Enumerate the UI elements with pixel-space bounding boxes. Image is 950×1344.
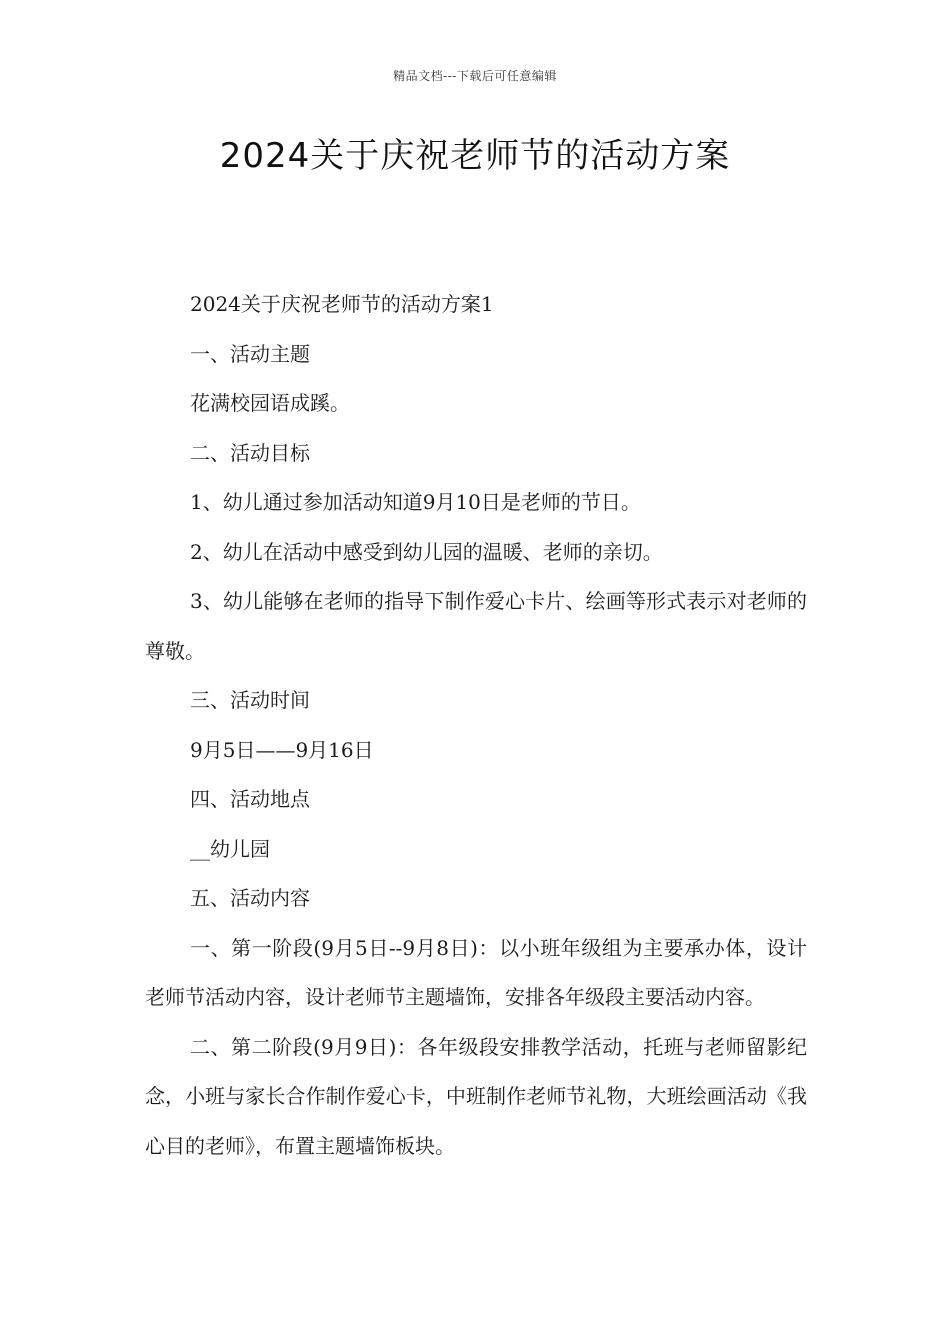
section-heading: 2024关于庆祝老师节的活动方案1	[190, 292, 494, 316]
paragraph: 1、幼儿通过参加活动知道9月10日是老师的节日。	[190, 490, 641, 514]
section-heading: 三、活动时间	[190, 688, 310, 712]
section-heading: 一、活动主题	[190, 341, 310, 366]
section-heading: 二、活动目标	[190, 440, 310, 465]
paragraph: 3、幼儿能够在老师的指导下制作爱心卡片、绘画等形式表示对老师的尊敬。	[145, 589, 807, 663]
paragraph: 2、幼儿在活动中感受到幼儿园的温暖、老师的亲切。	[190, 539, 663, 564]
document-body	[145, 280, 807, 1171]
paragraph: 一、第一阶段(9月5日--9月8日)：以小班年级组为主要承办体，设计老师节活动内容，设计老师节主题墙饰，安排各年级段主要活动内容。	[145, 935, 807, 1009]
section-heading: 五、活动内容	[190, 886, 310, 910]
paragraph: 二、第二阶段(9月9日)：各年级段安排教学活动，托班与老师留影纪念，小班与家长合作制作爱心卡，中班制作老师节礼物，大班绘画活动《我心目的老师》，布置主题墙饰板块。	[145, 1034, 807, 1158]
paragraph: __幼儿园	[190, 836, 270, 861]
header-note: 精品文档---下载后可任意编辑	[393, 69, 557, 83]
section-heading: 四、活动地点	[190, 787, 310, 811]
paragraph: 9月5日——9月16日	[190, 737, 374, 762]
paragraph: 花满校园语成蹊。	[190, 391, 350, 415]
document-title: 2024关于庆祝老师节的活动方案	[219, 136, 731, 176]
